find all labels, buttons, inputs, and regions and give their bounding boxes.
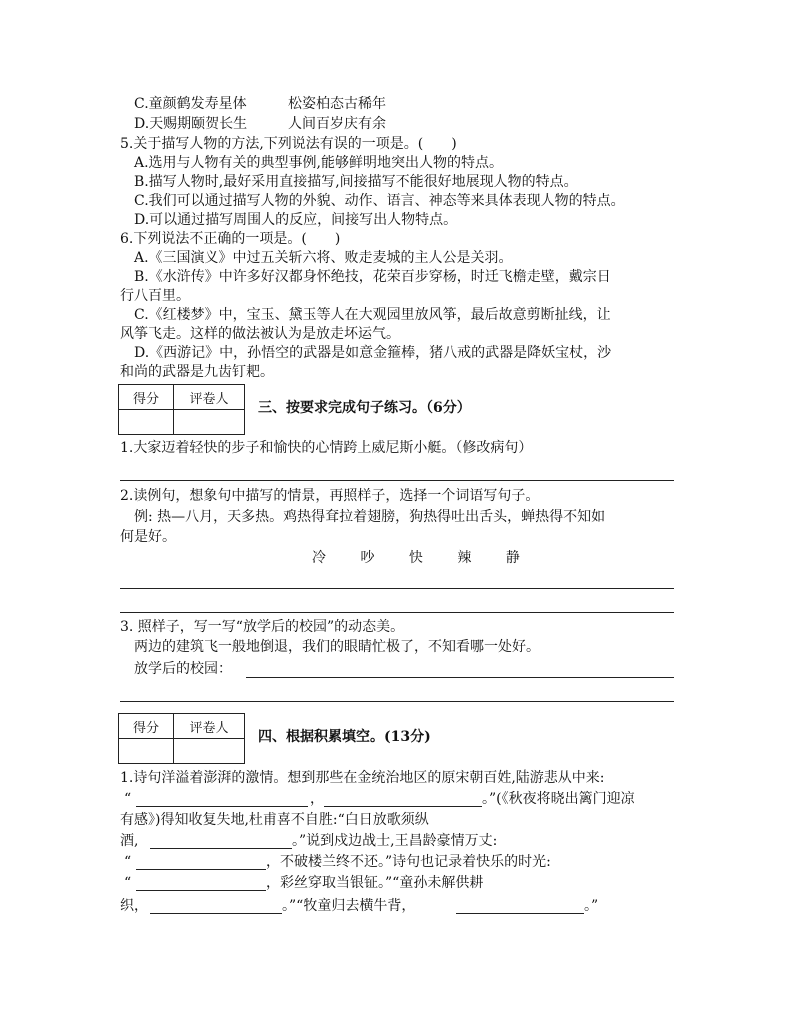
score-cell[interactable] [119, 739, 174, 764]
word-choice: 静 [505, 550, 520, 566]
q6-stem: 6.下列说法不正确的一项是。( ) [120, 231, 341, 247]
sec4-line2-source: 。”(《秋夜将晓出篱门迎凉 [482, 791, 635, 807]
sec4-line5-end: ，不破楼兰终不还。”诗句也记录着快乐的时光: [266, 854, 551, 870]
sec4-line4-start: 酒, [120, 833, 139, 849]
q4-option-d-part2: 人间百岁庆有余 [288, 116, 386, 132]
poem-blank-5[interactable] [136, 890, 266, 891]
sec4-line6-quote: “ [124, 875, 132, 891]
poem-blank-2[interactable] [324, 806, 482, 807]
q5-option-c: C.我们可以通过描写人物的外貌、动作、语言、神态等来具体表现人物的特点。 [134, 193, 625, 209]
score-box-section4 [118, 713, 245, 764]
q5-option-a: A.选用与人物有关的典型事例,能够鲜明地突出人物的特点。 [134, 155, 504, 171]
grader-cell[interactable] [174, 739, 245, 764]
q4-option-c-part1: C.童颜鹤发寿星体 [134, 96, 247, 112]
poem-blank-7[interactable] [456, 913, 584, 914]
q4-option-c-part2: 松姿柏态古稀年 [288, 96, 386, 112]
sec3-q3-example: 两边的建筑飞一般地倒退，我们的眼睛忙极了，不知看哪一处好。 [134, 639, 540, 655]
sec4-line1: 1.诗句洋溢着澎湃的激情。想到那些在金统治地区的原宋朝百姓,陆游悲从中来: [120, 770, 605, 786]
word-choice: 辣 [457, 550, 472, 566]
sec4-line4-end: 。”说到戍边战士,王昌龄豪情万丈: [292, 833, 498, 849]
sec3-q3-answer-line1[interactable] [246, 677, 674, 678]
sec3-q3-answer-line2[interactable] [120, 701, 674, 702]
sec3-q1-answer-line[interactable] [120, 480, 674, 481]
grader-cell[interactable] [174, 410, 245, 435]
word-choice: 快 [408, 550, 423, 566]
q5-stem: 5.关于描写人物的方法,下列说法有误的一项是。( ) [120, 136, 457, 152]
q6-option-d-line2: 和尚的武器是九齿钉耙。 [120, 364, 274, 380]
section3-title: 三、按要求完成句子练习。（6分） [258, 400, 471, 416]
word-choice: 冷 [312, 550, 326, 566]
sec3-q1: 1.大家迈着轻快的步子和愉快的心情跨上威尼斯小艇。（修改病句） [120, 440, 533, 456]
q6-option-a: A.《三国演义》中过五关斩六将、败走麦城的主人公是关羽。 [134, 250, 513, 266]
q5-option-d: D.可以通过描写周围人的反应，间接写出人物特点。 [134, 212, 458, 228]
sec3-q2-answer-line1[interactable] [120, 588, 674, 589]
sec4-line7-end: 。” [584, 898, 599, 914]
q6-option-c-line1: C.《红楼梦》中，宝玉、黛玉等人在大观园里放风筝，最后故意剪断扯线，让 [134, 307, 611, 323]
section4-title: 四、根据积累填空。(13分) [258, 729, 431, 745]
score-label: 得分 [119, 714, 174, 739]
sec4-line2-quote: “ [124, 791, 132, 807]
sec3-q3-prompt: 放学后的校园： [134, 661, 232, 677]
sec4-line5-quote: “ [124, 854, 132, 870]
sec3-q3: 3. 照样子，写一写“放学后的校园”的动态美。 [120, 619, 405, 635]
sec3-q2: 2.读例句，想象句中描写的情景，再照样子，选择一个词语写句子。 [120, 488, 540, 504]
sec3-q2-example-line1: 例: 热—八月，天多热。鸡热得耷拉着翅膀，狗热得吐出舌头，蝉热得不知如 [134, 509, 606, 525]
q4-option-d-part1: D.天赐期颐贺长生 [134, 116, 248, 132]
q5-option-b: B.描写人物时,最好采用直接描写,间接描写不能很好地展现人物的特点。 [134, 174, 578, 190]
score-label: 得分 [119, 385, 174, 410]
poem-blank-3[interactable] [150, 848, 292, 849]
word-choice: 吵 [360, 550, 375, 566]
poem-blank-6[interactable] [150, 913, 282, 914]
score-box-section3 [118, 384, 245, 435]
q6-option-c-line2: 风筝飞走。这样的做法被认为是放走坏运气。 [120, 326, 400, 342]
sec3-q2-answer-line2[interactable] [120, 612, 674, 613]
q6-option-b-line1: B.《水浒传》中许多好汉都身怀绝技，花荣百步穿杨，时迁飞檐走壁，戴宗日 [134, 269, 611, 285]
sec4-line2-comma: ， [310, 791, 324, 807]
score-cell[interactable] [119, 410, 174, 435]
sec4-line6-end: ，彩丝穿取当银钲。”“童孙未解供耕 [266, 875, 484, 891]
q6-option-b-line2: 行八百里。 [120, 288, 190, 304]
grader-label: 评卷人 [174, 385, 245, 410]
q6-option-d-line1: D.《西游记》中，孙悟空的武器是如意金箍棒，猪八戒的武器是降妖宝杖，沙 [134, 345, 612, 361]
sec4-line7-start: 织， [120, 898, 148, 914]
sec3-q2-word-choices [312, 548, 550, 568]
sec3-q2-example-line2: 何是好。 [120, 529, 176, 545]
grader-label: 评卷人 [174, 714, 245, 739]
sec4-line7-mid: 。”“牧童归去横牛背， [282, 898, 416, 914]
poem-blank-1[interactable] [136, 806, 308, 807]
sec4-line3: 有感》)得知收复失地,杜甫喜不自胜:“白日放歌须纵 [120, 812, 429, 828]
poem-blank-4[interactable] [136, 869, 266, 870]
